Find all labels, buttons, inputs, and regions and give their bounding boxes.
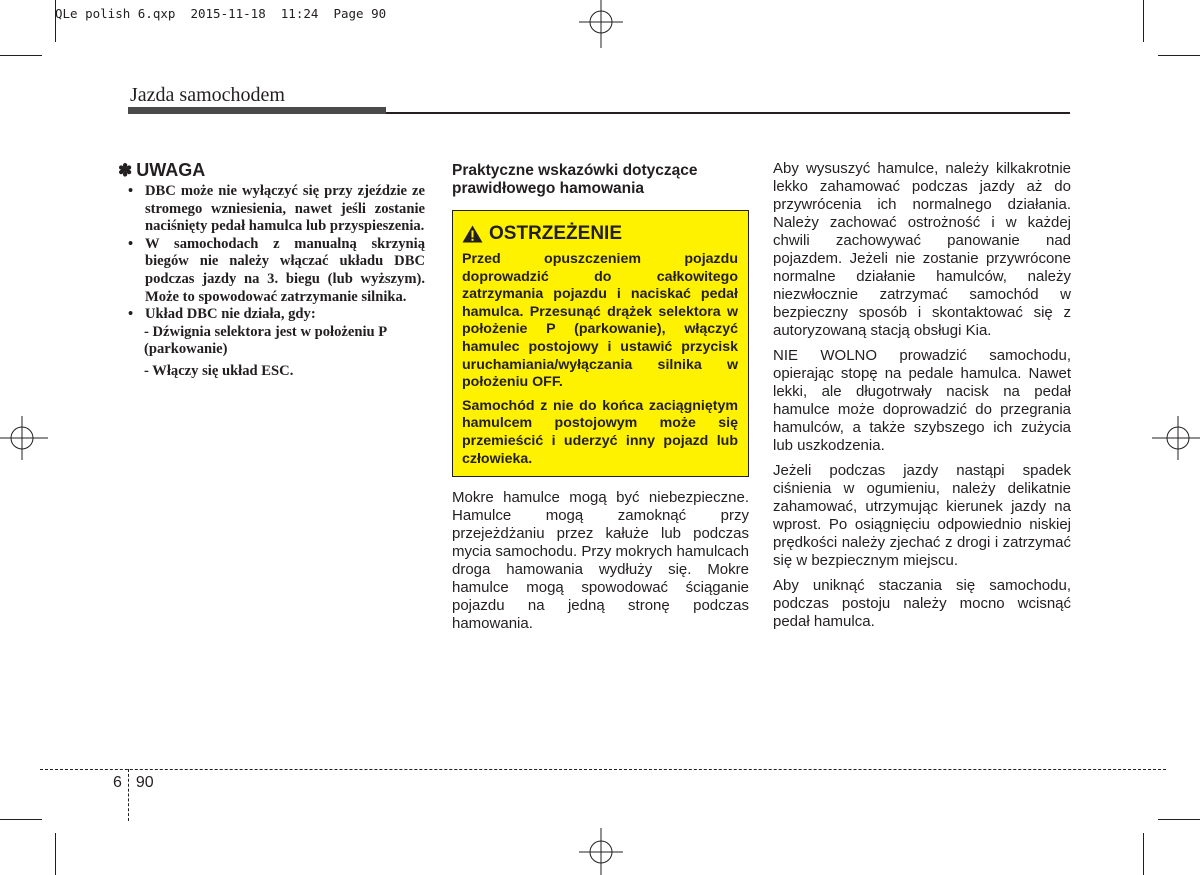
registration-mark-top — [576, 0, 626, 50]
header-rule-thin — [386, 112, 1070, 114]
warning-triangle-icon — [462, 225, 483, 243]
column-2 — [452, 160, 749, 640]
footer-dotted-rule — [40, 769, 1166, 770]
body-paragraph: Mokre hamulce mogą być niebezpieczne. Hamulce mogą zamoknąć przy przejeżdżaniu przez kałuże lub podczas mycia samochodu. Przy mokrych hamulcach droga hamowania wydłuży się. Mokre hamulce mogą spowodować ściąganie pojazdu na jedną stronę podczas hamowania. — [452, 489, 749, 633]
warning-paragraph: Samochód z nie do końca zaciągniętym hamulcem postojowym może się przemieścić i uderzyć inny pojazd lub człowieka. — [462, 397, 738, 467]
body-paragraph: Aby uniknąć staczania się samochodu, podczas postoju należy mocno wcisnąć pedał hamulca. — [773, 577, 1071, 630]
warning-heading — [462, 223, 738, 245]
note-item: • DBC może nie wyłączyć się przy zjeździe ze stromego wzniesienia, nawet jeśli zostanie naciśnięty pedał hamulca lub przyspieszenia. — [128, 183, 425, 235]
section-title: Jazda samochodem — [130, 84, 285, 106]
header-rule-thick — [128, 107, 386, 114]
column-3 — [773, 160, 1071, 638]
note-title: UWAGA — [136, 160, 206, 180]
warning-paragraph: Przed opuszczeniem pojazdu doprowadzić do całkowitego zatrzymania pojazdu i naciskać pedał hamulca. Przesunąć drążek selektora w położenie P (parkowanie), włączyć hamulec postojowy i ustawić przycisk uruchamiania/wyłączania silnika w położeniu OFF. — [462, 251, 738, 391]
page-number-value: 90 — [135, 774, 154, 791]
note-item: • Układ DBC nie działa, gdy: — [128, 306, 316, 323]
body-paragraph: Jeżeli podczas jazdy nastąpi spadek ciśnienia w ogumieniu, należy delikatnie zahamować, utrzymując kierunek jazdy na wprost. Po osiągnięciu odpowiednio niskiej prędkości należy zjechać z drogi i zatrzymać się w bezpiecznym miejscu. — [773, 462, 1071, 569]
note-item: • W samochodach z manualną skrzynią biegów nie należy włączać układu DBC podczas jazdy na 3. biegu (lub wyższym). Może to spowodować zatrzymanie silnika. — [128, 235, 425, 305]
print-header: QLe polish 6.qxp 2015-11-18 11:24 Page 90 — [55, 6, 387, 21]
warning-box — [452, 210, 749, 477]
note-heading — [118, 160, 425, 181]
note-subitem: - Dźwignia selektora jest w położeniu P (parkowanie) — [144, 323, 387, 358]
registration-mark-left — [0, 413, 50, 463]
note-list — [118, 183, 425, 324]
page-number — [113, 774, 154, 792]
tips-heading: Praktyczne wskazówki dotyczące prawidłowego hamowania — [452, 162, 698, 197]
body-paragraph: NIE WOLNO prowadzić samochodu, opierając stopę na pedale hamulca. Nawet lekki, ale długotrwały nacisk na pedał hamulce może doprowadzić do przegrania hamulców, a także szybszego ich zużycia lub uszkodzenia. — [773, 347, 1071, 454]
note-subitem: - Włączy się układ ESC. — [144, 362, 294, 379]
warning-title: OSTRZEŻENIE — [489, 223, 623, 244]
body-paragraph: Aby wysuszyć hamulce, należy kilkakrotnie lekko zahamować podczas jazdy aż do przywrócenia ich normalnego działania. Należy zachować ostrożność i w każdej chwili zachowywać panowanie nad pojazdem. Jeżeli nie zostanie przywrócone normalne działanie hamulców, należy niezwłocznie zatrzymać samochód w bezpieczny sposób i skontaktować się z autoryzowaną stacją obsługi Kia. — [773, 160, 1071, 339]
registration-mark-bottom — [576, 828, 626, 875]
registration-mark-right — [1150, 413, 1200, 463]
chapter-number: 6 — [113, 774, 122, 791]
star-icon: ✽ — [118, 160, 133, 180]
note-box — [118, 160, 425, 381]
